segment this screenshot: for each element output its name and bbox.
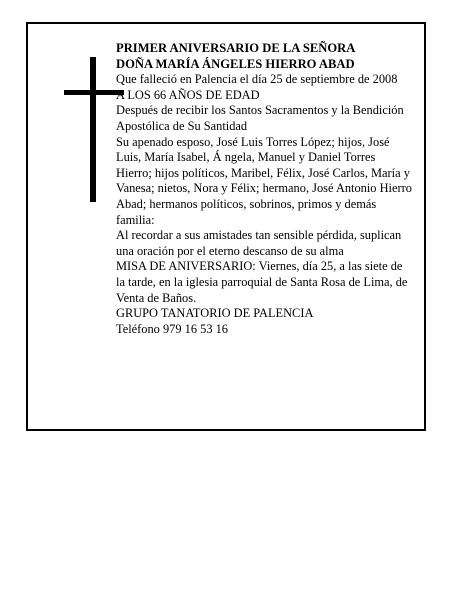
prayer-request: Al recordar a sus amistades tan sensible pérdida, suplican una oración por el eterno descanso de su alma [116, 228, 402, 258]
cross-horizontal-bar [64, 90, 124, 95]
sacraments-line: Después de recibir los Santos Sacramentos y la Bendición Apostólica de Su Santidad [116, 103, 404, 133]
family-paragraph: Su apenado esposo, José Luis Torres López; hijos, José Luis, María Isabel, Á ngela, Manuel y Daniel Torres Hierro; hijos políticos, Maribel, Félix, José Carlos, María y Vanesa; nietos, Nora y Félix; hermano, José Antonio Hierro Abad; hermanos políticos, sobrinos, primos y demás familia: [116, 134, 412, 227]
notice-heading-line1: PRIMER ANIVERSARIO DE LA SEÑORA [116, 41, 356, 55]
notice-text [116, 41, 412, 337]
notice-heading-line2: DOÑA MARÍA ÁNGELES HIERRO ABAD [116, 56, 355, 71]
obituary-notice [26, 22, 426, 431]
funeral-home: GRUPO TANATORIO DE PALENCIA [116, 306, 314, 321]
cross-vertical-bar [90, 57, 96, 202]
phone-line: Teléfono 979 16 53 16 [116, 321, 229, 336]
death-info: Que falleció en Palencia el día 25 de septiembre de 2008 [116, 72, 398, 87]
age-line: A LOS 66 AÑOS DE EDAD [116, 87, 260, 102]
mass-info: MISA DE ANIVERSARIO: Viernes, día 25, a las siete de la tarde, en la iglesia parroquial de Santa Rosa de Lima, de Venta de Baños. [116, 259, 408, 305]
cross-icon [64, 57, 124, 202]
